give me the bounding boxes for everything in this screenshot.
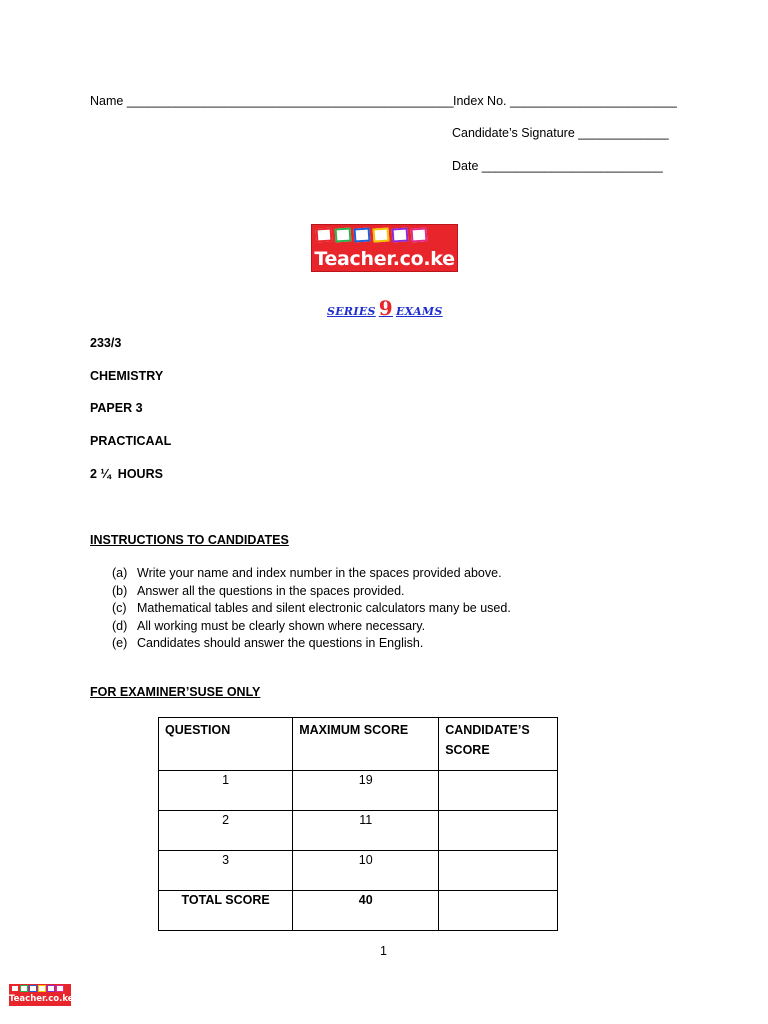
name-field[interactable] [90,94,454,108]
table-row [159,851,558,891]
max-score-cell: 10 [293,851,439,891]
question-cell: 2 [159,811,293,851]
instructions-list [112,565,511,653]
footer-logo-box-2 [20,985,28,992]
candidate-score-cell[interactable] [439,851,558,891]
page-number: 1 [380,944,387,958]
table-row [159,771,558,811]
table-total-row [159,891,558,931]
index-field[interactable] [453,94,677,108]
instruction-item [112,583,511,601]
instructions-heading: INSTRUCTIONS TO CANDIDATES [90,533,289,547]
logo-box-3 [354,227,371,242]
instruction-item [112,618,511,636]
logo-box-5 [392,227,409,242]
footer-logo-box-3 [29,985,37,992]
signature-label: Candidate’s Signature [452,126,575,140]
instruction-item [112,600,511,618]
total-label-cell: TOTAL SCORE [159,891,293,931]
question-cell: 3 [159,851,293,891]
date-label: Date [452,159,479,173]
exam-type: PRACTICAAL [90,434,172,448]
index-label: Index No. [453,94,507,108]
footer-logo-box-5 [47,985,55,992]
footer-logo-box-4 [38,985,46,992]
logo-box-4 [373,227,390,242]
series-suffix: EXAMS [395,305,443,318]
date-blank[interactable]: __________________________ [481,159,663,173]
exam-duration: 2 ¼ HOURS [90,467,163,481]
total-max-cell: 40 [293,891,439,931]
footer-logo-wordmark: Teacher.co.ke [9,994,74,1004]
teacher-logo [311,224,458,272]
col-max-header: MAXIMUM SCORE [293,718,439,771]
date-field[interactable] [452,159,663,173]
total-candidate-score-cell[interactable] [439,891,558,931]
instruction-text: Write your name and index number in the spaces provided above. [137,566,502,580]
logo-box-6 [411,227,428,242]
logo-wordmark: Teacher.co.ke [314,248,455,270]
exam-subject: CHEMISTRY [90,369,164,383]
instruction-label: (a) [112,566,128,580]
table-row [159,811,558,851]
examiner-heading: FOR EXAMINER’SUSE ONLY [90,685,261,699]
signature-field[interactable] [452,126,669,140]
exam-paper: PAPER 3 [90,401,143,415]
instruction-label: (c) [112,601,127,615]
table-header-row [159,718,558,771]
footer-logo-boxes [11,985,64,992]
footer-logo-box-1 [11,985,19,992]
col-score-header: CANDIDATE’S SCORE [439,718,558,771]
instruction-text: Mathematical tables and silent electronic calculators many be used. [137,601,511,615]
footer-logo-box-6 [56,985,64,992]
series-number: 9 [378,296,393,320]
instruction-label: (b) [112,583,128,598]
col-question-header: QUESTION [159,718,293,771]
max-score-cell: 11 [293,811,439,851]
instruction-text: All working must be clearly shown where necessary. [137,618,426,633]
max-score-cell: 19 [293,771,439,811]
logo-color-boxes [316,228,427,242]
name-label: Name [90,94,124,108]
logo-box-1 [316,227,333,242]
question-cell: 1 [159,771,293,811]
exam-code: 233/3 [90,336,122,350]
score-table [158,717,558,931]
instruction-label: (e) [112,636,128,650]
signature-blank[interactable]: _____________ [578,126,669,140]
name-blank[interactable]: _______________________________________________ [126,94,454,108]
candidate-score-cell[interactable] [439,771,558,811]
candidate-score-cell[interactable] [439,811,558,851]
series-prefix: SERIES [327,305,376,318]
logo-box-2 [335,227,352,242]
series-title [327,296,443,320]
instruction-text: Answer all the questions in the spaces provided. [137,583,405,598]
instruction-item [112,565,511,583]
instruction-text: Candidates should answer the questions in English. [137,636,424,650]
index-blank[interactable]: ________________________ [510,94,677,108]
instruction-label: (d) [112,618,128,633]
footer-logo [9,984,74,1006]
instruction-item [112,635,511,653]
